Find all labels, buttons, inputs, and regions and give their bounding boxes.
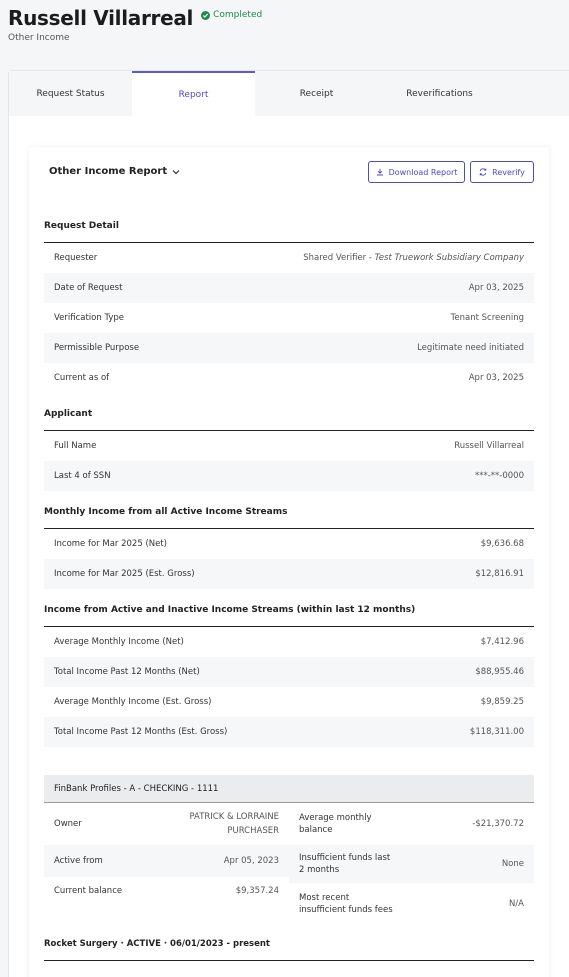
row-value: $88,955.46 <box>475 667 524 677</box>
row-label: Current as of <box>54 373 110 383</box>
tabs-panel <box>8 70 569 977</box>
section-title: Request Detail <box>44 217 534 243</box>
row-value: -$21,370.72 <box>472 819 524 829</box>
row-value: $12,816.91 <box>475 569 524 579</box>
requester-company: Test Truework Subsidiary Company <box>374 253 524 263</box>
tab-request-status[interactable]: Request Status <box>36 88 105 99</box>
tab-reverifications[interactable]: Reverifications <box>406 88 473 99</box>
row-value: N/A <box>508 899 524 909</box>
row-value: Legitimate need initiated <box>417 343 524 353</box>
row-label: Current balance <box>54 886 123 896</box>
download-report-label: Download Report <box>388 167 458 177</box>
report-type-dropdown[interactable] <box>49 166 180 177</box>
row-label <box>299 852 390 876</box>
report-type-label: Other Income Report <box>49 166 168 177</box>
monthly-income-rows <box>44 529 534 589</box>
finbank-profile-section <box>44 775 534 925</box>
label-line-2: 2 months <box>299 865 340 875</box>
row-value: Tenant Screening <box>450 313 524 323</box>
label-line-1: Insufficient funds last <box>299 853 391 863</box>
status-badge <box>201 10 262 20</box>
applicant-rows <box>44 431 534 491</box>
section-title: Applicant <box>44 405 534 431</box>
row-value: Russell Villarreal <box>454 441 524 451</box>
section-title: Income from Active and Inactive Income Streams (within last 12 months) <box>44 601 534 627</box>
row-label: Owner <box>54 819 82 829</box>
row-label: Last 4 of SSN <box>54 471 111 481</box>
section-title: Monthly Income from all Active Income Streams <box>44 503 534 529</box>
row-label: Full Name <box>54 441 97 451</box>
row-label: Total Income Past 12 Months (Net) <box>54 667 200 677</box>
row-value: None <box>501 859 524 869</box>
finbank-right-column <box>289 803 534 925</box>
download-icon <box>376 168 384 176</box>
finbank-row-owner <box>44 803 289 845</box>
refresh-icon <box>479 168 487 176</box>
label-line-2: balance <box>299 825 333 835</box>
status-label: Completed <box>213 10 263 20</box>
table-row <box>44 461 534 491</box>
row-label: Average Monthly Income (Net) <box>54 637 184 647</box>
table-row <box>44 627 534 657</box>
chevron-down-icon <box>172 169 180 175</box>
table-row <box>44 559 534 589</box>
employment-section-title: Rocket Surgery · ACTIVE · 06/01/2023 - present <box>44 935 534 961</box>
row-label: Total Income Past 12 Months (Est. Gross) <box>54 727 228 737</box>
row-label <box>299 812 372 836</box>
row-label: Permissible Purpose <box>54 343 140 353</box>
finbank-row-active-from <box>44 845 289 877</box>
tab-report[interactable]: Report <box>132 71 255 116</box>
applicant-section <box>44 405 534 491</box>
row-label: Verification Type <box>54 313 124 323</box>
monthly-income-section <box>44 503 534 589</box>
row-value: ***-**-0000 <box>474 471 524 481</box>
reverify-button[interactable] <box>470 161 534 183</box>
finbank-profile-title: FinBank Profiles - A - CHECKING - 1111 <box>44 775 534 803</box>
requester-prefix: Shared Verifier - <box>303 253 375 263</box>
label-line-1: Average monthly <box>299 813 372 823</box>
finbank-profile-grid <box>44 803 534 925</box>
owner-line-1: PATRICK & LORRAINE <box>189 812 279 822</box>
tab-bar <box>9 71 569 116</box>
reverify-label: Reverify <box>492 167 525 177</box>
row-value <box>303 253 524 263</box>
row-label: Date of Request <box>54 283 123 293</box>
row-value: $9,859.25 <box>480 697 524 707</box>
row-value: Apr 03, 2025 <box>468 373 524 383</box>
report-card-header <box>29 147 549 197</box>
table-row <box>44 687 534 717</box>
row-value: $118,311.00 <box>469 727 524 737</box>
income-12-months-section <box>44 601 534 747</box>
finbank-row-insufficient-funds <box>289 845 534 883</box>
check-circle-icon <box>201 11 210 20</box>
label-line-2: insufficient funds fees <box>299 905 393 915</box>
row-value: Apr 05, 2023 <box>223 856 279 866</box>
finbank-row-avg-balance <box>289 803 534 845</box>
income-12-months-rows <box>44 627 534 747</box>
row-label <box>299 892 393 916</box>
row-value: $7,412.96 <box>480 637 524 647</box>
report-card <box>29 147 549 977</box>
row-label: Income for Mar 2025 (Net) <box>54 539 167 549</box>
page-subtitle: Other Income <box>8 33 70 43</box>
label-line-1: Most recent <box>299 893 350 903</box>
table-row <box>44 273 534 303</box>
table-row <box>44 363 534 393</box>
table-row <box>44 529 534 559</box>
page-header <box>8 6 262 43</box>
table-row <box>44 243 534 273</box>
table-row <box>44 657 534 687</box>
owner-line-2: PURCHASER <box>227 826 279 836</box>
row-label: Active from <box>54 856 103 866</box>
row-value: Apr 03, 2025 <box>468 283 524 293</box>
request-detail-section <box>44 217 534 393</box>
table-row <box>44 431 534 461</box>
applicant-name: Russell Villarreal <box>8 6 194 30</box>
row-value: $9,636.68 <box>480 539 524 549</box>
tab-receipt[interactable]: Receipt <box>299 88 334 99</box>
row-value: $9,357.24 <box>235 886 279 896</box>
finbank-row-recent-fees <box>289 883 534 925</box>
request-detail-rows <box>44 243 534 393</box>
row-label: Requester <box>54 253 98 263</box>
table-row <box>44 333 534 363</box>
title-row <box>8 6 262 30</box>
finbank-left-column <box>44 803 289 925</box>
download-report-button[interactable] <box>368 161 465 183</box>
row-label: Income for Mar 2025 (Est. Gross) <box>54 569 195 579</box>
row-value <box>189 810 279 838</box>
finbank-row-current-balance <box>44 877 289 905</box>
row-label: Average Monthly Income (Est. Gross) <box>54 697 212 707</box>
table-row <box>44 717 534 747</box>
table-row <box>44 303 534 333</box>
